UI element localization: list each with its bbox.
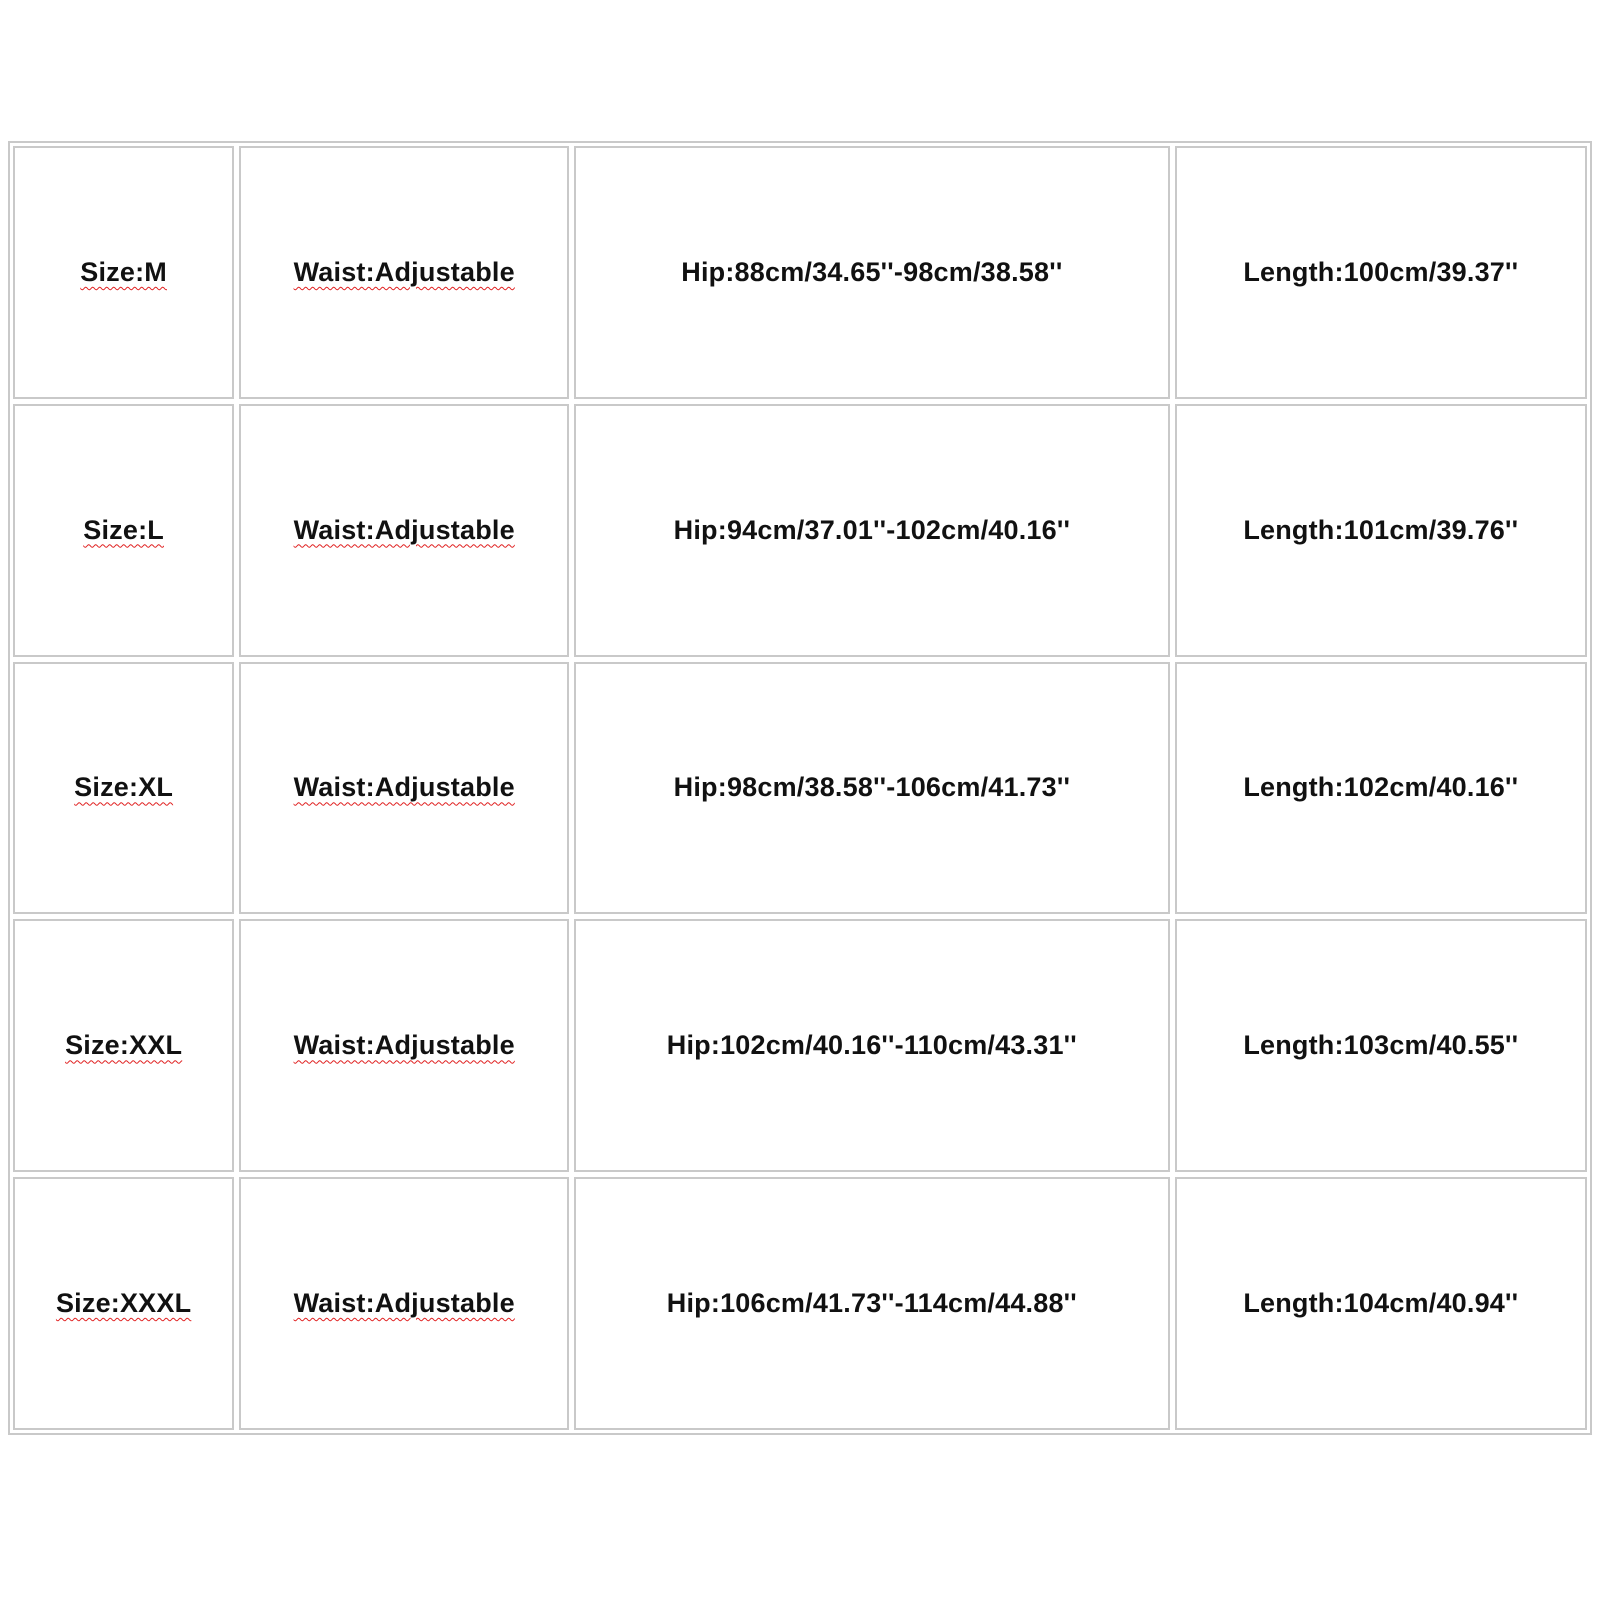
size-cell xyxy=(13,919,234,1172)
size-cell xyxy=(13,404,234,657)
size-label: Size:XL xyxy=(74,772,174,803)
size-label: Size:M xyxy=(80,256,167,287)
waist-label: Waist:Adjustable xyxy=(293,514,515,545)
table-row xyxy=(13,919,1587,1172)
waist-cell xyxy=(239,404,569,657)
hip-cell xyxy=(574,404,1169,657)
waist-label: Waist:Adjustable xyxy=(293,1030,515,1061)
size-label: Size:L xyxy=(83,514,164,545)
hip-label: Hip:106cm/41.73''-114cm/44.88'' xyxy=(666,1288,1077,1319)
length-cell xyxy=(1175,146,1587,399)
size-cell xyxy=(13,662,234,915)
hip-cell xyxy=(574,146,1169,399)
hip-cell xyxy=(574,1177,1169,1430)
length-label: Length:104cm/40.94'' xyxy=(1243,1288,1519,1319)
size-label: Size:XXXL xyxy=(55,1288,192,1319)
hip-label: Hip:102cm/40.16''-110cm/43.31'' xyxy=(666,1030,1077,1061)
length-cell xyxy=(1175,404,1587,657)
length-cell xyxy=(1175,1177,1587,1430)
size-cell xyxy=(13,146,234,399)
waist-label: Waist:Adjustable xyxy=(293,772,515,803)
table-row xyxy=(13,662,1587,915)
length-cell xyxy=(1175,919,1587,1172)
waist-cell xyxy=(239,146,569,399)
length-cell xyxy=(1175,662,1587,915)
hip-cell xyxy=(574,662,1169,915)
waist-label: Waist:Adjustable xyxy=(293,1288,515,1319)
hip-cell xyxy=(574,919,1169,1172)
size-chart-table xyxy=(8,141,1592,1435)
hip-label: Hip:98cm/38.58''-106cm/41.73'' xyxy=(673,772,1071,803)
hip-label: Hip:94cm/37.01''-102cm/40.16'' xyxy=(673,514,1071,545)
hip-label: Hip:88cm/34.65''-98cm/38.58'' xyxy=(681,256,1063,287)
table-row xyxy=(13,146,1587,399)
size-chart-frame xyxy=(8,141,1592,1435)
waist-cell xyxy=(239,919,569,1172)
size-label: Size:XXL xyxy=(65,1030,183,1061)
waist-label: Waist:Adjustable xyxy=(293,256,515,287)
length-label: Length:101cm/39.76'' xyxy=(1243,514,1519,545)
length-label: Length:103cm/40.55'' xyxy=(1243,1030,1519,1061)
waist-cell xyxy=(239,662,569,915)
table-row xyxy=(13,404,1587,657)
length-label: Length:100cm/39.37'' xyxy=(1243,256,1519,287)
size-cell xyxy=(13,1177,234,1430)
table-row xyxy=(13,1177,1587,1430)
length-label: Length:102cm/40.16'' xyxy=(1243,772,1519,803)
waist-cell xyxy=(239,1177,569,1430)
